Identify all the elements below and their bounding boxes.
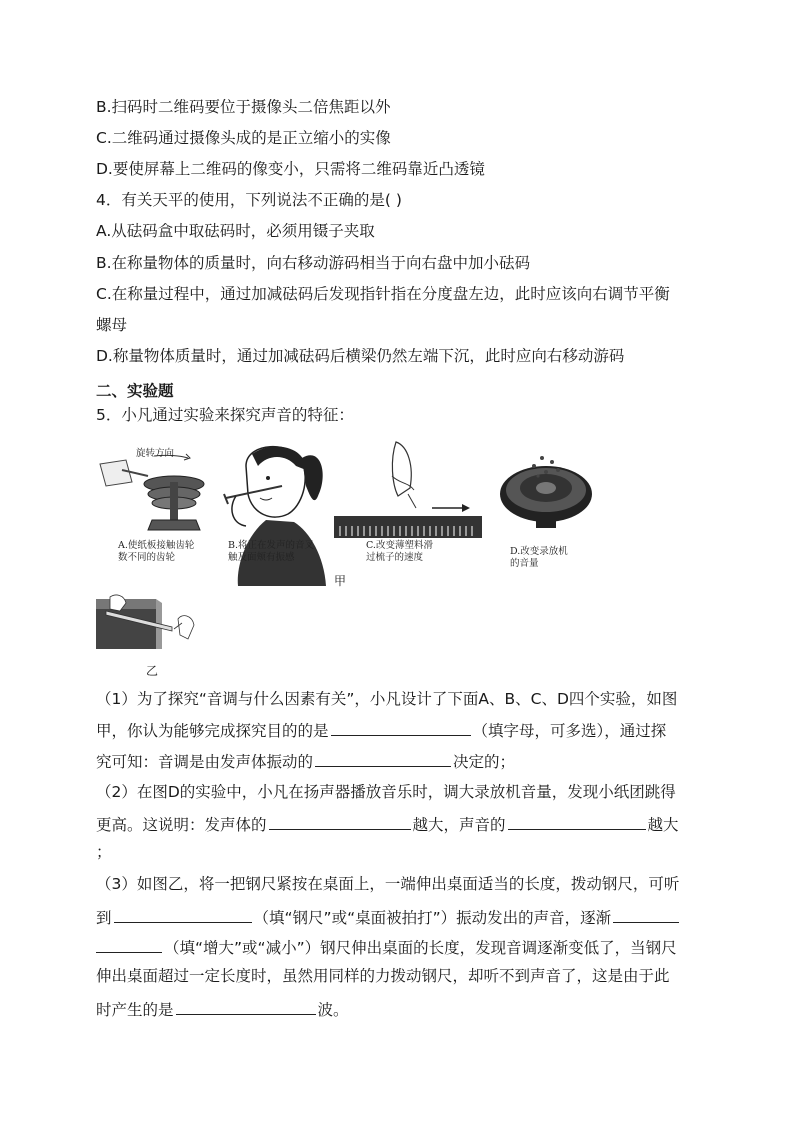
comb-experiment-drawing: [334, 442, 482, 538]
answer-blank-7[interactable]: [176, 998, 316, 1015]
gear-experiment-drawing: [100, 454, 204, 530]
caption-d-line2: 的音量: [510, 558, 539, 569]
q5-p1-line2: [96, 719, 666, 741]
caption-a-line1: A.使纸板接触齿轮: [118, 540, 195, 551]
answer-blank-2[interactable]: [315, 750, 451, 767]
q5-p3-line2: [96, 906, 681, 928]
answer-blank-3[interactable]: [269, 813, 411, 830]
caption-a-line2: 数不同的齿轮: [118, 552, 176, 563]
rotation-direction-label: 旋转方向: [136, 448, 175, 459]
answer-blank-5[interactable]: [114, 906, 252, 923]
q3-option-d: D.要使屏幕上二维码的像变小，只需将二维码靠近凸透镜: [96, 160, 485, 178]
q4-option-c-line2: 螺母: [96, 316, 128, 334]
q5-p2-line1: （2）在图D的实验中，小凡在扬声器播放音乐时，调大录放机音量，发现小纸团跳得: [96, 783, 676, 801]
answer-blank-6[interactable]: [613, 906, 679, 923]
q4-option-c-line1: C.在称量过程中，通过加减砝码后发现指针指在分度盘左边，此时应该向右调节平衡: [96, 285, 670, 303]
q4-option-a: A.从砝码盒中取砝码时，必须用镊子夹取: [96, 222, 375, 240]
q3-option-c: C.二维码通过摄像头成的是正立缩小的实像: [96, 129, 391, 147]
ruler-on-table-drawing: [96, 591, 206, 649]
q5-p1-line3-text-b: 决定的；: [453, 753, 516, 771]
q5-p2-line2: [96, 813, 679, 835]
figure-jia: [96, 436, 696, 586]
q5-p1-line3: [96, 750, 515, 772]
speaker-experiment-drawing: [500, 456, 592, 528]
q4-option-d: D.称量物体质量时，通过加减砝码后横梁仍然左端下沉，此时应向右移动游码: [96, 347, 625, 365]
figure-yi-label: 乙: [146, 664, 159, 678]
q5-p3-line3-text: （填“增大”或“减小”）钢尺伸出桌面的长度，发现音调逐渐变低了，当钢尺: [164, 939, 677, 957]
caption-c-line2: 过梳子的速度: [366, 552, 424, 563]
answer-blank-1[interactable]: [331, 719, 471, 736]
tuning-fork-experiment-drawing: [224, 447, 326, 586]
answer-blank-4[interactable]: [508, 813, 646, 830]
q5-p1-line3-text-a: 究可知：音调是由发声体振动的: [96, 753, 314, 771]
q5-p3-line4: 伸出桌面超过一定长度时，虽然用同样的力拨动钢尺，却听不到声音了，这是由于此: [96, 967, 670, 985]
q4-option-b: B.在称量物体的质量时，向右移动游码相当于向右盘中加小砝码: [96, 254, 531, 272]
q5-p3-line2-text-a: 到: [96, 909, 112, 927]
q5-p2-line3: ；: [96, 843, 112, 861]
figure-jia-label: 甲: [334, 574, 347, 588]
q4-stem: 4．有关天平的使用，下列说法不正确的是( ): [96, 191, 402, 209]
q5-p2-line2-text-b: 越大，声音的: [412, 816, 506, 834]
q5-p2-line2-text-a: 更高。这说明：发声体的: [96, 816, 267, 834]
answer-blank-6-cont[interactable]: [96, 936, 162, 953]
caption-b-line1: B.将正在发声的音叉: [228, 540, 315, 551]
caption-d-line1: D.改变录放机: [510, 546, 568, 557]
caption-c-line1: C.改变薄塑料滑: [366, 540, 433, 551]
figure-yi: [96, 591, 206, 649]
q5-p3-line2-text-b: （填“钢尺”或“桌面被拍打”）振动发出的声音，逐渐: [253, 909, 612, 927]
caption-b-line2: 触及面颊有振感: [228, 552, 295, 563]
q3-option-b: B.扫码时二维码要位于摄像头二倍焦距以外: [96, 98, 391, 116]
q5-p3-line1: （3）如图乙，将一把钢尺紧按在桌面上，一端伸出桌面适当的长度，拨动钢尺，可听: [96, 875, 680, 893]
q5-p3-line5: [96, 998, 349, 1020]
q5-p1-line2-text-b: （填字母，可多选），通过探: [472, 722, 667, 740]
section-title: 二、实验题: [96, 382, 174, 400]
q5-stem: 5．小凡通过实验来探究声音的特征：: [96, 406, 354, 424]
q5-p3-line5-text-a: 时产生的是: [96, 1001, 174, 1019]
q5-p3-line3: [96, 936, 677, 958]
q5-p2-line2-text-c: 越大: [647, 816, 679, 834]
q5-p1-line2-text-a: 甲，你认为能够完成探究目的的是: [96, 722, 329, 740]
q5-p1-line1: （1）为了探究“音调与什么因素有关”，小凡设计了下面A、B、C、D四个实验，如图: [96, 690, 678, 708]
q5-p3-line5-text-b: 波。: [317, 1001, 349, 1019]
